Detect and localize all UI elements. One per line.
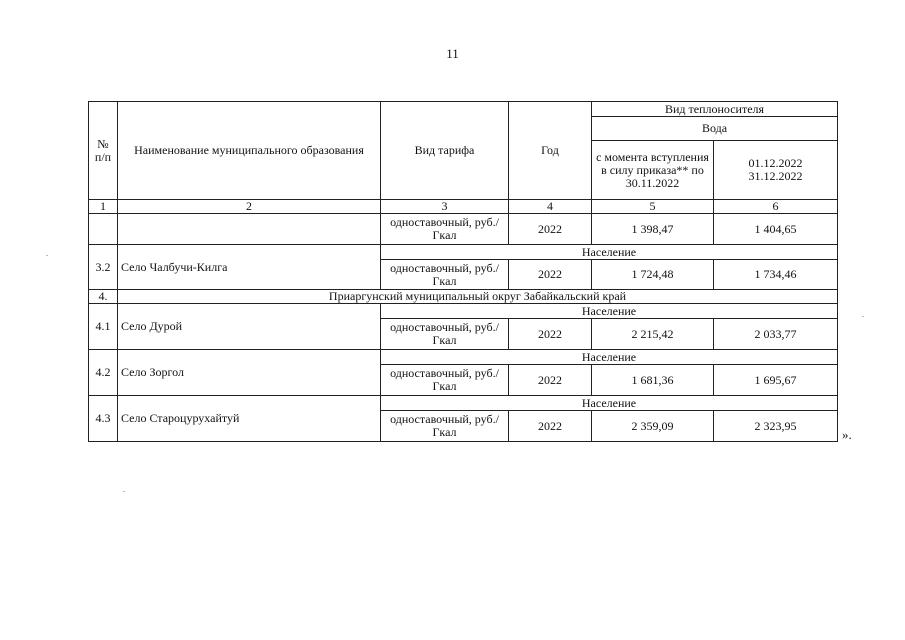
column-numbers-row [89,200,838,214]
cell-name: Село Староцурухайтуй [118,396,381,442]
cell-num: 4.2 [89,350,118,396]
table-row [89,396,838,411]
cell-num: 4.1 [89,304,118,350]
cell-value-2: 1 695,67 [714,365,838,396]
cell-group: Население [381,304,838,319]
cell-tariff: одноставочный, руб./Гкал [381,260,509,290]
cell-num: 4.3 [89,396,118,442]
cell-num [89,214,118,245]
col-number: 6 [714,200,838,214]
cell-group: Население [381,245,838,260]
col-number: 1 [89,200,118,214]
cell-name: Село Зоргол [118,350,381,396]
cell-num: 3.2 [89,245,118,290]
cell-name: Село Дурой [118,304,381,350]
header-water: Вода [592,117,838,141]
closing-quote: ». [842,427,852,442]
table-row [89,245,838,260]
cell-year: 2022 [509,319,592,350]
header-period-1: с момента вступления в силу приказа** по 30.11.2022 [592,141,714,200]
cell-tariff: одноставочный, руб./Гкал [381,319,509,350]
cell-value-1: 2 215,42 [592,319,714,350]
header-period-2: 01.12.2022 31.12.2022 [714,141,838,200]
scan-speck [123,491,125,492]
header-name: Наименование муниципального образования [118,102,381,200]
header-year: Год [509,102,592,200]
cell-value-2: 2 033,77 [714,319,838,350]
header-tariff-type: Вид тарифа [381,102,509,200]
cell-value-1: 1 681,36 [592,365,714,396]
header-carrier: Вид теплоносителя [592,102,838,117]
cell-group: Население [381,396,838,411]
scan-speck [862,316,864,317]
cell-value-1: 1 724,48 [592,260,714,290]
col-number: 3 [381,200,509,214]
cell-value-2: 2 323,95 [714,411,838,442]
page-number: 11 [446,46,459,61]
cell-year: 2022 [509,260,592,290]
cell-value-1: 2 359,09 [592,411,714,442]
table-row [89,214,838,245]
col-number: 4 [509,200,592,214]
cell-value-1: 1 398,47 [592,214,714,245]
cell-tariff: одноставочный, руб./Гкал [381,365,509,396]
table-row [89,350,838,365]
cell-name [118,214,381,245]
tariff-table [88,101,838,442]
section-row [89,290,838,304]
cell-tariff: одноставочный, руб./Гкал [381,214,509,245]
cell-name: Село Чалбучи-Килга [118,245,381,290]
cell-group: Население [381,350,838,365]
col-number: 2 [118,200,381,214]
cell-year: 2022 [509,411,592,442]
col-number: 5 [592,200,714,214]
cell-year: 2022 [509,365,592,396]
cell-value-2: 1 734,46 [714,260,838,290]
header-num: № п/п [89,102,118,200]
cell-tariff: одноставочный, руб./Гкал [381,411,509,442]
cell-value-2: 1 404,65 [714,214,838,245]
cell-year: 2022 [509,214,592,245]
scan-speck [46,255,48,256]
section-num: 4. [89,290,118,304]
section-title: Приаргунский муниципальный округ Забайкальский край [118,290,838,304]
table-row [89,304,838,319]
